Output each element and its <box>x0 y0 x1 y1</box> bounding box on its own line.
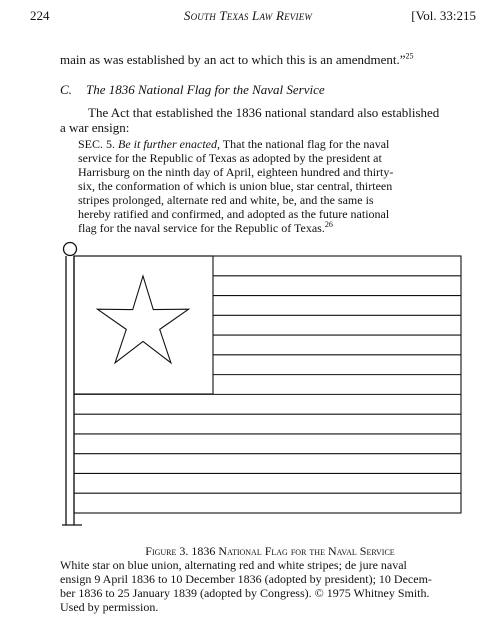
running-header-title: South Texas Law Review <box>183 8 313 23</box>
flag-outline <box>74 256 461 513</box>
body-paragraph-line-2: a war ensign: <box>60 120 130 135</box>
flag-star <box>97 276 188 363</box>
flagpole <box>62 243 82 526</box>
caption-title: Figure 3. 1836 National Flag for the Naval Service <box>145 544 395 558</box>
body-paragraph-line-1: The Act that established the 1836 national standard also established <box>88 105 440 120</box>
quote-line-3: Harrisburg on the ninth day of April, eighteen hundred and thirty- <box>78 165 394 179</box>
caption-line-4: Used by permission. <box>60 600 159 614</box>
footnote-marker-25: 25 <box>405 51 414 61</box>
quote-line-2: service for the Republic of Texas as adopted by the president at <box>78 151 382 165</box>
intro-text: main as was established by an act to which this is an amendment.” <box>60 52 406 67</box>
volume-citation: [Vol. 33:215 <box>411 8 476 23</box>
flagpole-finial <box>64 243 77 256</box>
quote-line-1-rest: That the national flag for the naval <box>220 137 390 151</box>
quote-line-5: stripes prolonged, alternate red and white, be, and the same is <box>78 193 374 207</box>
page-number: 224 <box>30 8 50 23</box>
quote-line-6: hereby ratified and confirmed, and adopted as the future national <box>78 207 390 221</box>
quote-line-4: six, the conformation of which is union blue, star central, thirteen <box>78 179 393 193</box>
figure-caption <box>60 544 480 614</box>
flag-body <box>74 256 461 513</box>
section-letter: C. <box>60 82 72 97</box>
caption-line-1: White star on blue union, alternating red and white stripes; de jure naval <box>60 558 407 572</box>
caption-line-2: ensign 9 April 1836 to 10 December 1836 (adopted by president); 10 Decem- <box>60 572 432 586</box>
section-title: The 1836 National Flag for the Naval Service <box>86 82 325 97</box>
quote-section-label: SEC. 5. <box>78 137 116 151</box>
quote-line-7-text: flag for the naval service for the Republic of Texas. <box>78 221 325 235</box>
caption-line-3: ber 1836 to 25 January 1839 (adopted by Congress). © 1975 Whitney Smith. <box>60 586 430 600</box>
footnote-marker-26: 26 <box>324 220 333 229</box>
flag-stripes <box>74 276 461 493</box>
quote-emphasis: Be it further enacted, <box>118 137 220 151</box>
